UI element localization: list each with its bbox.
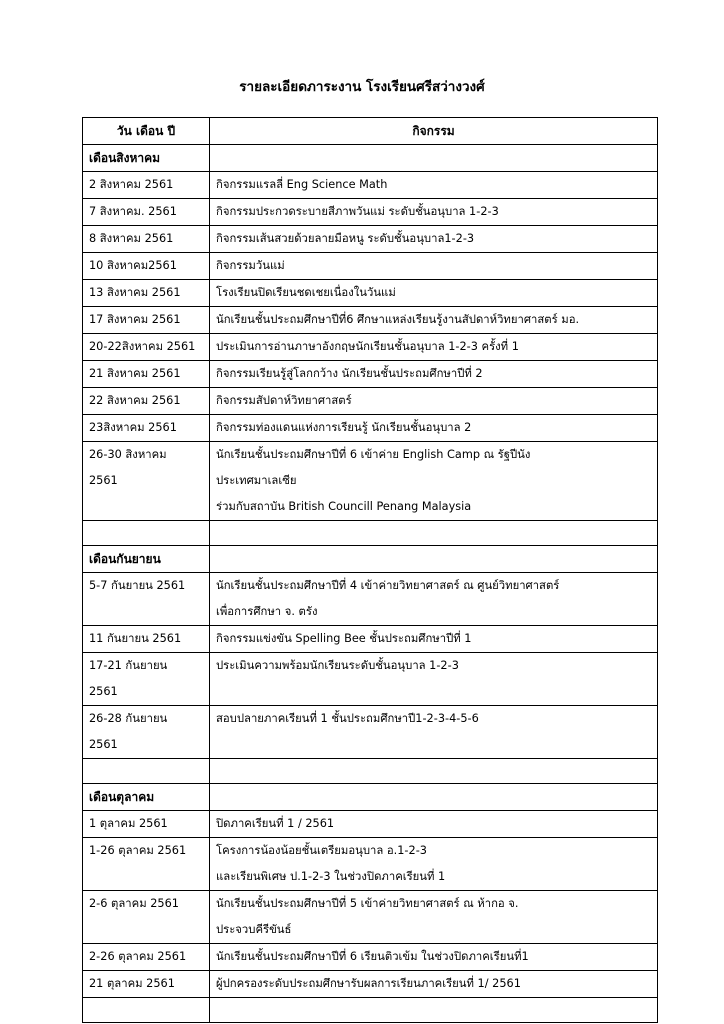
activity-cell-line: ปิดภาคเรียนที่ 1 / 2561: [216, 817, 335, 830]
month-label: เดือนสิงหาคม: [83, 145, 210, 172]
activity-cell: [210, 944, 658, 971]
activity-cell: [210, 280, 658, 307]
empty-cell: [83, 998, 210, 1023]
date-cell-line: 2561: [89, 685, 118, 698]
date-cell-line: 21 สิงหาคม 2561: [89, 367, 181, 380]
table-row: [83, 307, 658, 334]
month-label: เดือนกันยายน: [83, 546, 210, 573]
schedule-table: [82, 117, 658, 1023]
table-row: [83, 653, 658, 706]
table-row: [83, 706, 658, 759]
activity-cell-line: ประเมินความพร้อมนักเรียนระดับชั้นอนุบาล 1-2-3: [216, 659, 459, 672]
date-cell: [83, 280, 210, 307]
activity-cell-line: เพื่อการศึกษา จ. ตรัง: [216, 605, 318, 618]
activity-column-header: กิจกรรม: [210, 118, 658, 145]
date-cell-line: 2561: [89, 474, 118, 487]
month-header-row: [83, 546, 658, 573]
activity-cell: [210, 573, 658, 626]
date-cell-line: 17 สิงหาคม 2561: [89, 313, 181, 326]
activity-cell-line: นักเรียนชั้นประถมศึกษาปีที่ 4 เข้าค่ายวิทยาศาสตร์ ณ ศูนย์วิทยาศาสตร์: [216, 579, 560, 592]
activity-cell-line: กิจกรรมสัปดาห์วิทยาศาสตร์: [216, 394, 352, 407]
activity-cell: [210, 971, 658, 998]
table-row: [83, 280, 658, 307]
activity-cell: [210, 838, 658, 891]
activity-cell: [210, 307, 658, 334]
empty-cell: [83, 521, 210, 546]
empty-cell: [83, 759, 210, 784]
date-cell: [83, 626, 210, 653]
activity-cell-line: กิจกรรมท่องแดนแห่งการเรียนรู้ นักเรียนชั้นอนุบาล 2: [216, 421, 472, 434]
date-cell: [83, 199, 210, 226]
date-column-header: วัน เดือน ปี: [83, 118, 210, 145]
date-cell: [83, 811, 210, 838]
date-cell: [83, 226, 210, 253]
date-cell-line: 21 ตุลาคม 2561: [89, 977, 175, 990]
table-row: [83, 626, 658, 653]
date-cell-line: 10 สิงหาคม2561: [89, 259, 177, 272]
table-row: [83, 388, 658, 415]
date-cell: [83, 361, 210, 388]
date-cell-line: 13 สิงหาคม 2561: [89, 286, 181, 299]
table-row: [83, 811, 658, 838]
activity-cell-line: นักเรียนชั้นประถมศึกษาปีที่ 5 เข้าค่ายวิทยาศาสตร์ ณ ห้ากอ จ.: [216, 897, 519, 910]
date-cell-line: 1 ตุลาคม 2561: [89, 817, 168, 830]
date-cell-line: 2561: [89, 738, 118, 751]
date-cell-line: 17-21 กันยายน: [89, 659, 168, 672]
date-cell: [83, 706, 210, 759]
activity-cell: [210, 361, 658, 388]
activity-cell-line: ผู้ปกครองระดับประถมศึกษารับผลการเรียนภาคเรียนที่ 1/ 2561: [216, 977, 521, 990]
activity-cell-line: โรงเรียนปิดเรียนชดเชยเนื่องในวันแม่: [216, 286, 396, 299]
activity-cell-line: ร่วมกับสถาบัน British Councill Penang Malaysia: [216, 500, 472, 513]
activity-cell-line: สอบปลายภาคเรียนที่ 1 ชั้นประถมศึกษาปี1-2-3-4-5-6: [216, 712, 479, 725]
date-cell-line: 7 สิงหาคม. 2561: [89, 205, 177, 218]
activity-cell: [210, 226, 658, 253]
date-cell-line: 11 กันยายน 2561: [89, 632, 182, 645]
date-cell: [83, 415, 210, 442]
table-row: [83, 442, 658, 521]
date-cell: [83, 891, 210, 944]
activity-cell-line: กิจกรรมแข่งขัน Spelling Bee ชั้นประถมศึกษาปีที่ 1: [216, 632, 472, 645]
empty-cell: [210, 546, 658, 573]
activity-cell: [210, 199, 658, 226]
activity-cell-line: ประเทศมาเลเซีย: [216, 474, 297, 487]
empty-cell: [210, 759, 658, 784]
table-row: [83, 334, 658, 361]
activity-cell-line: นักเรียนชั้นประถมศึกษาปีที่6 ศึกษาแหล่งเรียนรู้งานสัปดาห์วิทยาศาสตร์ มอ.: [216, 313, 580, 326]
activity-cell: [210, 706, 658, 759]
date-cell: [83, 838, 210, 891]
activity-cell-line: กิจกรรมประกวดระบายสีภาพวันแม่ ระดับชั้นอนุบาล 1-2-3: [216, 205, 499, 218]
date-cell-line: 26-30 สิงหาคม: [89, 448, 167, 461]
table-header-row: [83, 118, 658, 145]
table-row: [83, 944, 658, 971]
empty-row: [83, 998, 658, 1023]
table-row: [83, 415, 658, 442]
activity-cell-line: นักเรียนชั้นประถมศึกษาปีที่ 6 เข้าค่าย English Camp ณ รัฐปีนัง: [216, 448, 531, 461]
date-cell-line: 8 สิงหาคม 2561: [89, 232, 174, 245]
date-cell: [83, 442, 210, 521]
activity-cell-line: โครงการน้องน้อยชั้นเตรียมอนุบาล อ.1-2-3: [216, 844, 427, 857]
activity-cell: [210, 415, 658, 442]
empty-cell: [210, 784, 658, 811]
date-cell: [83, 573, 210, 626]
table-row: [83, 971, 658, 998]
activity-cell: [210, 653, 658, 706]
activity-cell-line: กิจกรรมเรียนรู้สู่โลกกว้าง นักเรียนชั้นประถมศึกษาปีที่ 2: [216, 367, 483, 380]
date-cell: [83, 172, 210, 199]
activity-cell: [210, 891, 658, 944]
date-cell-line: 5-7 กันยายน 2561: [89, 579, 186, 592]
empty-cell: [210, 521, 658, 546]
month-label: เดือนตุลาคม: [83, 784, 210, 811]
table-row: [83, 891, 658, 944]
date-cell: [83, 944, 210, 971]
date-cell-line: 2 สิงหาคม 2561: [89, 178, 174, 191]
month-header-row: [83, 145, 658, 172]
activity-cell-line: นักเรียนชั้นประถมศึกษาปีที่ 6 เรียนติวเข้ม ในช่วงปิดภาคเรียนที่1: [216, 950, 529, 963]
activity-cell: [210, 811, 658, 838]
date-cell: [83, 971, 210, 998]
date-cell-line: 22 สิงหาคม 2561: [89, 394, 181, 407]
date-cell-line: 2-26 ตุลาคม 2561: [89, 950, 187, 963]
activity-cell: [210, 442, 658, 521]
activity-cell: [210, 334, 658, 361]
table-row: [83, 172, 658, 199]
activity-cell: [210, 626, 658, 653]
date-cell: [83, 253, 210, 280]
date-cell-line: 2-6 ตุลาคม 2561: [89, 897, 179, 910]
month-header-row: [83, 784, 658, 811]
date-cell: [83, 307, 210, 334]
date-cell-line: 26-28 กันยายน: [89, 712, 168, 725]
empty-row: [83, 759, 658, 784]
activity-cell: [210, 388, 658, 415]
activity-cell: [210, 253, 658, 280]
activity-cell-line: และเรียนพิเศษ ป.1-2-3 ในช่วงปิดภาคเรียนที่ 1: [216, 870, 446, 883]
activity-cell-line: กิจกรรมเส้นสวยด้วยลายมือหนู ระดับชั้นอนุบาล1-2-3: [216, 232, 475, 245]
date-cell-line: 20-22สิงหาคม 2561: [89, 340, 196, 353]
table-row: [83, 199, 658, 226]
date-cell-line: 23สิงหาคม 2561: [89, 421, 177, 434]
table-row: [83, 573, 658, 626]
date-cell: [83, 334, 210, 361]
table-row: [83, 253, 658, 280]
date-cell-line: 1-26 ตุลาคม 2561: [89, 844, 187, 857]
table-row: [83, 226, 658, 253]
empty-cell: [210, 145, 658, 172]
empty-row: [83, 521, 658, 546]
empty-cell: [210, 998, 658, 1023]
date-cell: [83, 653, 210, 706]
activity-cell-line: กิจกรรมวันแม่: [216, 259, 285, 272]
table-row: [83, 361, 658, 388]
document-title: รายละเอียดภาระงาน โรงเรียนศรีสว่างวงศ์: [239, 79, 485, 95]
table-row: [83, 838, 658, 891]
activity-cell-line: ประจวบคีรีขันธ์: [216, 923, 292, 936]
activity-cell-line: ประเมินการอ่านภาษาอังกฤษนักเรียนชั้นอนุบาล 1-2-3 ครั้งที่ 1: [216, 340, 519, 353]
activity-cell-line: กิจกรรมแรลลี่ Eng Science Math: [216, 178, 388, 191]
date-cell: [83, 388, 210, 415]
activity-cell: [210, 172, 658, 199]
